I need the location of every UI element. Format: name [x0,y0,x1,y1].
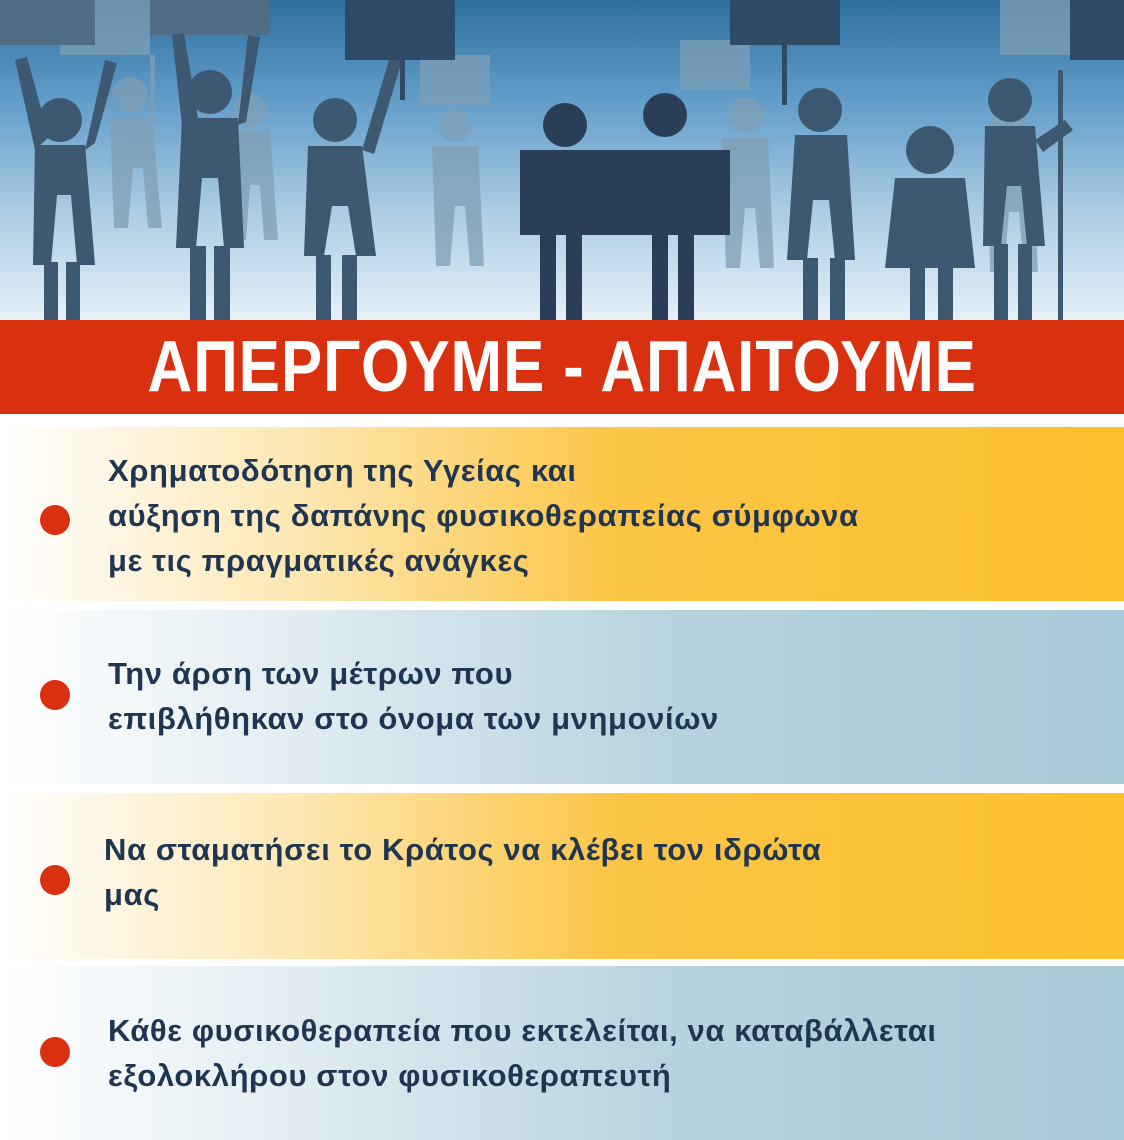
protest-crowd-icon [0,0,1124,320]
demand-item [0,610,1124,784]
demand-line: αύξηση της δαπάνης φυσικοθεραπείας σύμφωνα [108,498,859,533]
bullet-dot-icon [40,865,70,895]
demand-line: Την άρση των μέτρων που [108,656,514,691]
demand-item [0,427,1124,601]
demand-line: με τις πραγματικές ανάγκες [108,543,530,578]
demand-line: Χρηματοδότηση της Υγείας και [108,453,577,488]
bullet-dot-icon [40,1037,70,1067]
demand-line: επιβλήθηκαν στο όνομα των μνημονίων [108,701,719,736]
headline-banner [0,320,1124,414]
demand-text [104,827,1104,917]
demand-text [108,651,1104,741]
demand-line: Κάθε φυσικοθεραπεία που εκτελείται, να καταβάλλεται [108,1013,937,1048]
demand-text [108,448,1104,583]
protest-crowd-illustration [0,0,1124,320]
demand-item [0,793,1124,959]
demand-text [108,1008,1104,1098]
demand-line: εξολοκλήρου στον φυσικοθεραπευτή [108,1058,672,1093]
demand-line: μας [104,877,160,912]
bullet-dot-icon [40,505,70,535]
banner-title: ΑΠΕΡΓΟΥΜΕ - ΑΠΑΙΤΟΥΜΕ [147,327,977,407]
bullet-dot-icon [40,680,70,710]
demand-line: Να σταματήσει το Κράτος να κλέβει τον ιδρώτα [104,832,822,867]
demand-item [0,966,1124,1140]
